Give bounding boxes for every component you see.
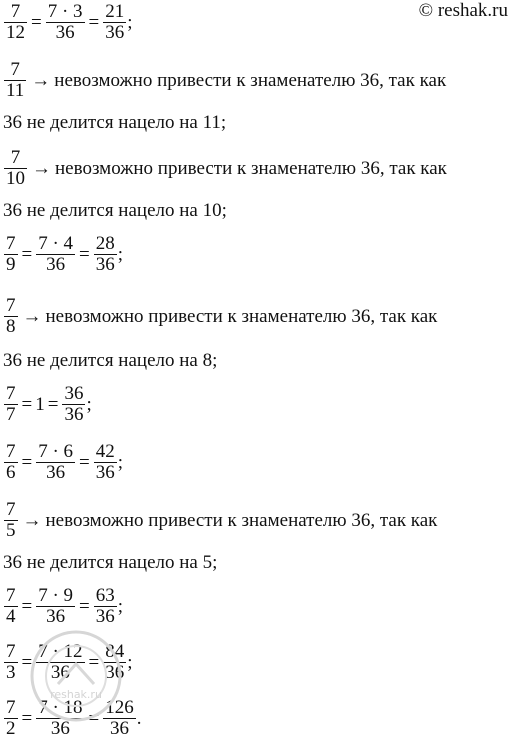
watermark: © reshak.ru	[418, 0, 508, 21]
equals-sign: =	[21, 243, 33, 265]
fraction: $\frac{7}{11}$	[6, 59, 25, 101]
eq-7-6	[3, 442, 123, 483]
equals-sign: =	[31, 11, 42, 33]
note-7-10	[3, 148, 447, 189]
seal-text: reshak.ru	[50, 688, 102, 701]
fraction: $\frac{7}{3}$	[6, 641, 16, 683]
equals-sign: =	[88, 651, 100, 673]
fraction: $\frac{42}{36}$	[95, 441, 115, 483]
fraction: $\frac{7 \cdot 12}{36}$	[38, 641, 83, 683]
eq-7-7	[3, 384, 92, 425]
fraction: $\frac{7}{10}$	[6, 147, 25, 189]
equals-sign: =	[79, 243, 90, 265]
fraction: $\frac{7 \cdot 4}{36}$	[38, 233, 74, 275]
note-7-11	[3, 60, 446, 101]
fraction: $\frac{7 \cdot 3}{36}$	[47, 1, 83, 43]
punctuation: .	[136, 707, 142, 729]
equals-sign: =	[21, 451, 33, 473]
punctuation: ;	[127, 651, 133, 673]
eq-7-4	[3, 586, 123, 627]
arrow-icon: →	[32, 157, 51, 179]
fraction: $\frac{7 \cdot 9}{36}$	[38, 585, 74, 627]
punctuation: ;	[127, 11, 133, 33]
punctuation: ;	[117, 451, 124, 473]
fraction: $\frac{7 \cdot 18}{36}$	[38, 697, 83, 739]
note-continuation: 36 не делится нацело на 11;	[3, 112, 227, 133]
note-continuation: 36 не делится нацело на 10;	[3, 200, 227, 221]
fraction: $\frac{7 \cdot 6}{36}$	[38, 441, 74, 483]
fraction: $\frac{63}{36}$	[95, 585, 115, 627]
fraction: $\frac{126}{36}$	[105, 697, 134, 739]
equals-sign: =	[21, 651, 33, 673]
fraction: $\frac{84}{36}$	[105, 641, 125, 683]
note-7-8	[3, 296, 437, 337]
equals-sign: =	[21, 595, 33, 617]
fraction: $\frac{7}{9}$	[6, 233, 16, 275]
note-7-5	[3, 500, 437, 541]
equals-sign: =	[88, 11, 100, 33]
equals-sign: =	[79, 595, 90, 617]
punctuation: ;	[86, 393, 92, 415]
fraction: $\frac{7}{12}$	[6, 1, 25, 43]
equals-sign: =	[79, 451, 90, 473]
fraction: $\frac{7}{8}$	[6, 295, 16, 337]
fraction: $\frac{7}{4}$	[6, 585, 16, 627]
fraction: $\frac{21}{36}$	[105, 1, 125, 43]
arrow-icon: →	[22, 305, 42, 327]
note-continuation: 36 не делится нацело на 8;	[3, 350, 218, 371]
equals-sign: =	[21, 393, 33, 415]
fraction: $\frac{7}{6}$	[6, 441, 16, 483]
note-text: невозможно привести к знаменателю 36, так как	[45, 305, 438, 327]
fraction: $\frac{7}{5}$	[6, 499, 16, 541]
eq-7-9	[3, 234, 123, 275]
punctuation: ;	[117, 243, 124, 265]
note-continuation: 36 не делится нацело на 5;	[3, 552, 218, 573]
punctuation: ;	[117, 595, 124, 617]
watermark-seal-icon	[28, 628, 124, 724]
fraction: $\frac{7}{7}$	[6, 383, 16, 425]
equals-sign: =	[47, 393, 59, 415]
eq-7-12	[3, 2, 133, 43]
arrow-icon: →	[31, 69, 51, 91]
note-text: невозможно привести к знаменателю 36, так как	[55, 157, 447, 179]
equals-sign: =	[21, 707, 33, 729]
equals-sign: =	[88, 707, 100, 729]
fraction: $\frac{36}{36}$	[64, 383, 84, 425]
fraction: $\frac{7}{2}$	[6, 697, 16, 739]
arrow-icon: →	[22, 509, 42, 531]
note-text: невозможно привести к знаменателю 36, так как	[45, 509, 438, 531]
value-one: 1	[35, 393, 45, 415]
fraction: $\frac{28}{36}$	[95, 233, 115, 275]
note-text: невозможно привести к знаменателю 36, так как	[54, 69, 447, 91]
